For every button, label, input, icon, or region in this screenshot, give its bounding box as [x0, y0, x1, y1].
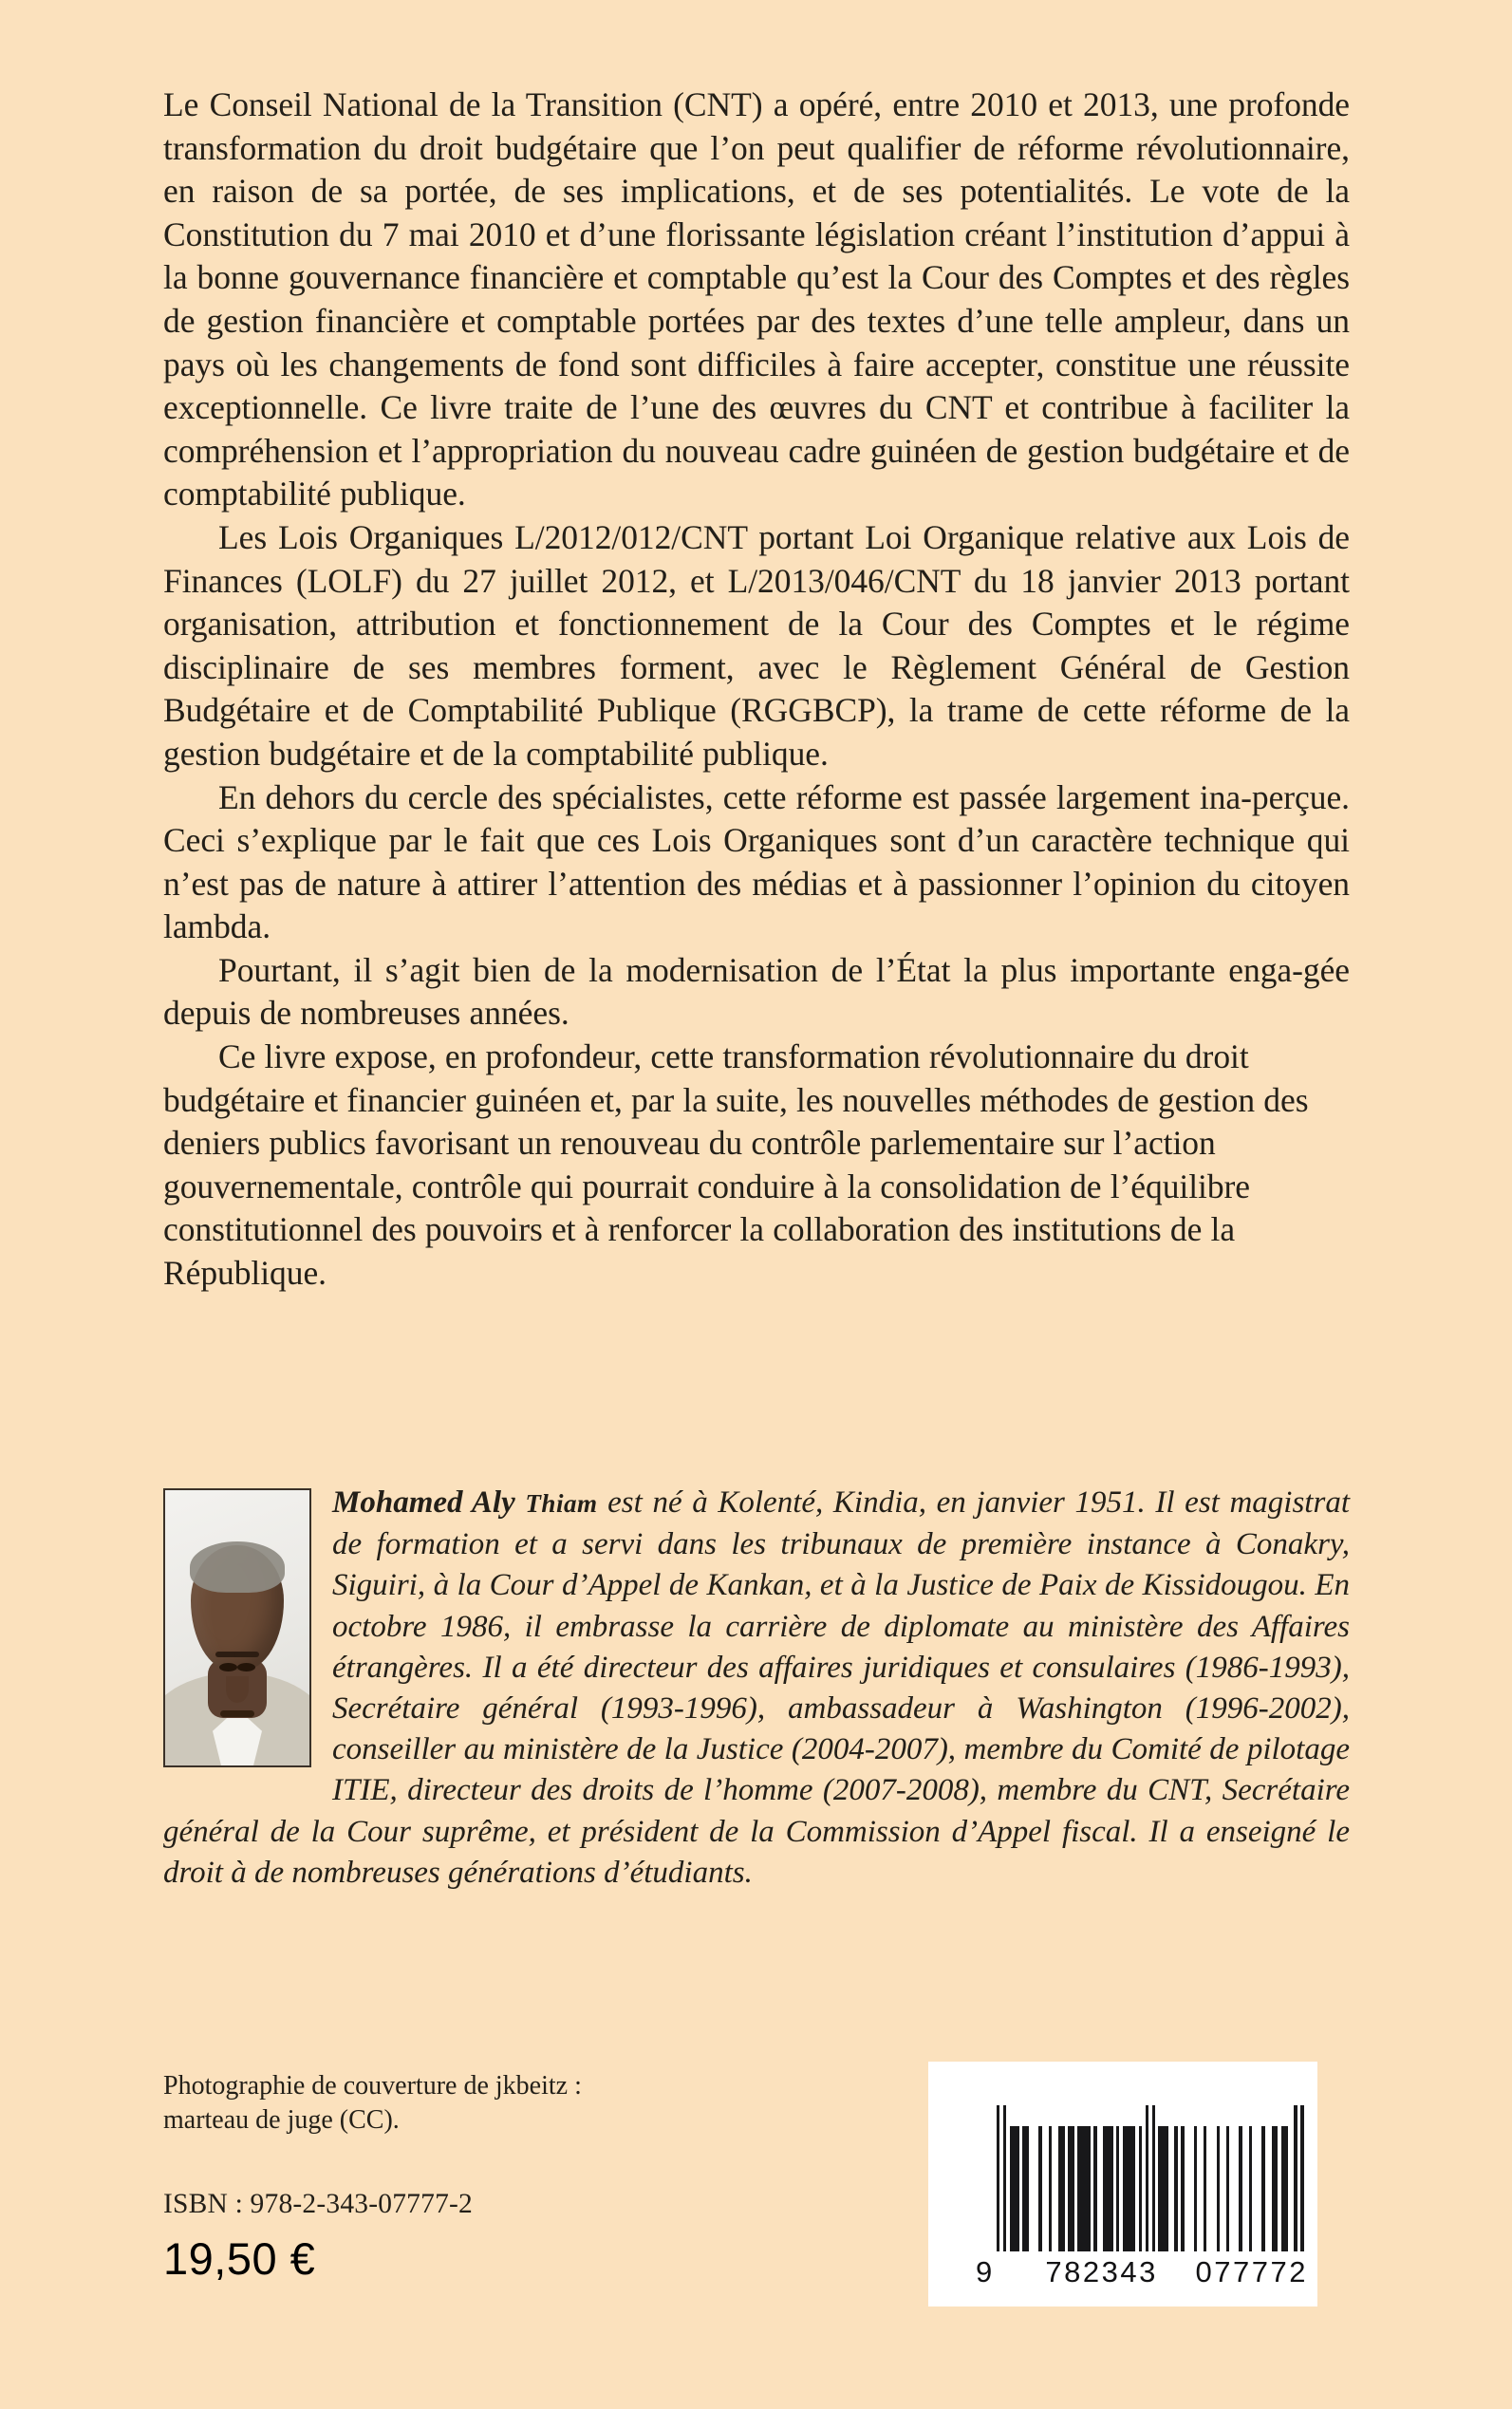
author-surname: Thiam [525, 1489, 598, 1518]
price-label: 19,50 € [163, 2233, 316, 2284]
cover-photo-credit [163, 2069, 752, 2138]
author-name: Mohamed Aly [332, 1485, 526, 1520]
barcode-digit-lead: 9 [976, 2255, 995, 2288]
cover-photo-credit-line-1: Photographie de couverture de jkbeitz : [163, 2071, 582, 2101]
portrait-mouth [220, 1710, 254, 1717]
blurb-paragraph-4: Pourtant, il s’agit bien de la modernisation de l’État la plus importante enga-gée depuis de nombreuses années. [163, 950, 1350, 1033]
portrait-hair [190, 1541, 285, 1593]
ean-barcode [928, 2062, 1317, 2306]
author-bio-text: est né à Kolenté, Kindia, en janvier 1951. Il est magistrat de formation et a servi dans les tribunaux de première instance à Conakry, Siguiri, à la Cour d’Appel de Kankan, et à la Justice de Paix de Kissidougou. En octobre 1986, il embrasse la carrière de diplomate au ministère des Affaires étrangères. Il a été directeur des affaires juridiques et consulaires (1986-1993), Secrétaire général (1993-1996), ambassadeur à Washington (1996-2002), conseiller au ministère de la Justice (2004-2007), membre du Comité de pilotage ITIE, directeur des droits de l’homme (2007-2008), membre du CNT, Secrétaire général de la Cour suprême, et président de la Commission d’Appel fiscal. Il a enseigné le droit à de nombreuses générations d’étudiants. [163, 1485, 1350, 1890]
blurb-paragraph-1: Le Conseil National de la Transition (CNT) a opéré, entre 2010 et 2013, une profonde transformation du droit budgétaire que l’on peut qualifier de réforme révolutionnaire, en raison de sa portée, de ses implications, et de ses potentialités. Le vote de la Constitution du 7 mai 2010 et d’une florissante législation créant l’institution d’appui à la bonne gouvernance financière et comptable qu’est la Cour des Comptes et des règles de gestion financière et comptable portées par des textes d’une telle ampleur, dans un pays où les changements de fond sont difficiles à faire accepter, constitue une réussite exceptionnelle. Ce livre traite de l’une des œuvres du CNT et contribue à faciliter la compréhension et l’appropriation du nouveau cadre guinéen de gestion budgétaire et de comptabilité publique. [163, 85, 1350, 514]
barcode-digits-right: 077772 [1195, 2255, 1308, 2288]
isbn-label: ISBN : 978-2-343-07777-2 [163, 2189, 474, 2219]
portrait-eye-left [219, 1663, 237, 1671]
author-photo [163, 1488, 311, 1767]
portrait-eyebrow-right [234, 1652, 259, 1657]
author-biography [163, 1483, 1350, 1894]
barcode-bars [997, 2105, 1304, 2251]
portrait-eye-right [237, 1663, 255, 1671]
back-cover-blurb [163, 84, 1350, 1296]
barcode-digits [976, 2255, 1308, 2289]
blurb-paragraph-3: En dehors du cercle des spécialistes, cette réforme est passée largement ina-perçue. Ceci s’explique par le fait que ces Lois Organiques sont d’un caractère technique qui n’est pas de nature à attirer l’attention des médias et à passionner l’opinion du citoyen lambda. [163, 777, 1350, 946]
portrait-nose [226, 1676, 249, 1703]
cover-photo-credit-line-2: marteau de juge (CC). [163, 2105, 400, 2135]
blurb-paragraph-2: Les Lois Organiques L/2012/012/CNT portant Loi Organique relative aux Lois de Finances (LOLF) du 27 juillet 2012, et L/2013/046/CNT du 18 janvier 2013 portant organisation, attribution et fonctionnement de la Cour des Comptes et le régime disciplinaire de ses membres forment, avec le Règlement Général de Gestion Budgétaire et de Comptabilité Publique (RGGBCP), la trame de cette réforme de la gestion budgétaire et de la comptabilité publique. [163, 517, 1350, 773]
barcode-digits-left: 782343 [1045, 2255, 1158, 2288]
blurb-paragraph-5: Ce livre expose, en profondeur, cette transformation révolutionnaire du droit budgétaire et financier guinéen et, par la suite, les nouvelles méthodes de gestion des deniers publics favorisant un renouveau du contrôle parlementaire sur l’action gouvernementale, contrôle qui pourrait conduire à la consolidation de l’équilibre constitutionnel des pouvoirs et à renforcer la collaboration des institutions de la République. [163, 1037, 1309, 1293]
